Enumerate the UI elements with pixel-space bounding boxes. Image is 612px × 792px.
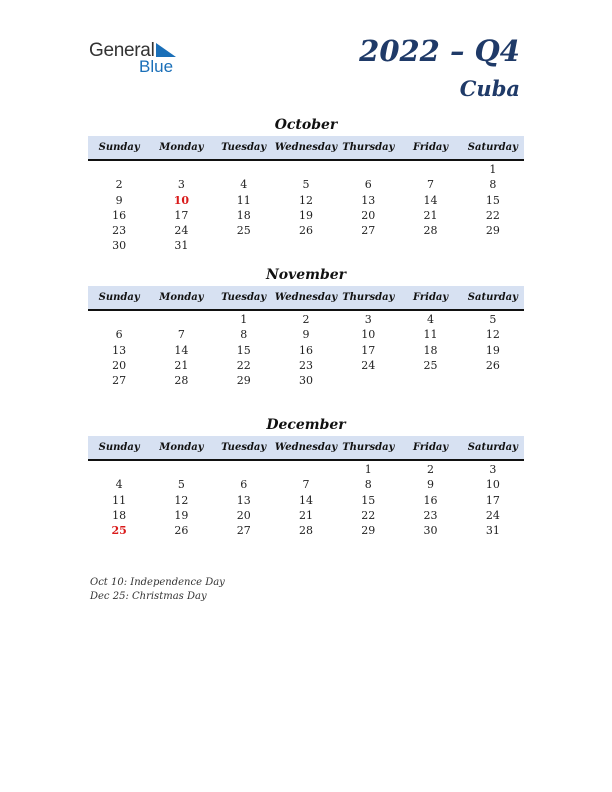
weeks-grid <box>88 161 524 254</box>
date-cell: 19 <box>298 208 313 222</box>
weekday-label: Friday <box>412 292 449 303</box>
week-row <box>88 223 524 238</box>
date-cell: 1 <box>364 463 372 476</box>
holiday-date-cell: 10 <box>173 193 190 207</box>
date-cell: 2 <box>427 463 435 476</box>
date-cell: 8 <box>489 178 497 192</box>
date-cell: 11 <box>112 493 127 507</box>
date-cell: 22 <box>361 508 376 522</box>
weekday-header <box>88 136 524 161</box>
date-cell: 22 <box>485 208 500 222</box>
date-cell: 13 <box>236 493 251 507</box>
date-cell: 14 <box>174 343 189 357</box>
weekday-label: Monday <box>159 442 204 453</box>
date-cell: 1 <box>240 313 248 326</box>
country-name: Cuba <box>459 76 520 101</box>
weekday-label: Tuesday <box>221 142 267 153</box>
date-cell: 25 <box>236 224 251 238</box>
weekday-label: Tuesday <box>221 442 267 453</box>
date-cell: 4 <box>427 313 435 326</box>
date-cell <box>213 462 275 477</box>
date-cell <box>337 238 399 253</box>
date-cell: 6 <box>240 478 248 492</box>
week-row <box>88 208 524 223</box>
date-cell: 9 <box>427 478 435 492</box>
holiday-date-cell: 25 <box>111 524 127 538</box>
date-cell: 7 <box>427 178 435 192</box>
weekday-label: Sunday <box>98 292 140 303</box>
date-cell <box>337 373 399 388</box>
weekday-label: Wednesday <box>274 142 338 153</box>
week-row <box>88 177 524 192</box>
weekday-label: Thursday <box>342 442 395 453</box>
date-cell: 1 <box>489 163 497 176</box>
date-cell: 24 <box>174 224 189 238</box>
weekday-label: Sunday <box>98 442 140 453</box>
date-cell: 10 <box>361 328 376 342</box>
date-cell: 28 <box>423 224 438 238</box>
date-cell <box>150 312 212 327</box>
page-title: 2022 – Q4 <box>359 34 520 68</box>
date-cell: 7 <box>177 328 185 342</box>
date-cell: 19 <box>174 508 189 522</box>
week-row <box>88 193 524 208</box>
date-cell: 2 <box>302 313 310 326</box>
date-cell: 26 <box>298 224 313 238</box>
date-cell: 16 <box>112 208 127 222</box>
date-cell: 8 <box>240 328 248 342</box>
date-cell: 4 <box>115 478 123 492</box>
date-cell: 27 <box>361 224 376 238</box>
week-row <box>88 508 524 523</box>
date-cell: 19 <box>485 343 500 357</box>
date-cell: 14 <box>423 193 438 207</box>
date-cell: 18 <box>112 508 127 522</box>
date-cell: 7 <box>302 478 310 492</box>
date-cell: 4 <box>240 178 248 192</box>
weekday-label: Friday <box>412 142 449 153</box>
date-cell: 8 <box>364 478 372 492</box>
date-cell: 24 <box>485 508 500 522</box>
date-cell: 22 <box>236 358 251 372</box>
date-cell: 3 <box>489 463 497 476</box>
date-cell: 16 <box>298 343 313 357</box>
month-name: December <box>266 417 346 433</box>
date-cell: 21 <box>298 508 313 522</box>
date-cell: 31 <box>174 239 189 253</box>
date-cell: 21 <box>174 358 189 372</box>
month-december <box>88 415 524 538</box>
generalblue-logo <box>89 40 189 76</box>
month-october <box>88 115 524 254</box>
date-cell: 28 <box>298 524 313 538</box>
date-cell: 29 <box>485 224 500 238</box>
date-cell: 23 <box>112 224 127 238</box>
date-cell: 12 <box>485 328 500 342</box>
date-cell: 17 <box>485 493 500 507</box>
date-cell: 18 <box>236 208 251 222</box>
weekday-header <box>88 286 524 311</box>
date-cell <box>337 162 399 177</box>
week-row <box>88 477 524 492</box>
date-cell <box>462 373 524 388</box>
week-row <box>88 373 524 388</box>
weekday-label: Friday <box>412 442 449 453</box>
weekday-label: Wednesday <box>274 442 338 453</box>
date-cell <box>399 162 461 177</box>
date-cell: 28 <box>174 374 189 388</box>
weekday-label: Monday <box>159 292 204 303</box>
date-cell: 6 <box>115 328 123 342</box>
date-cell: 27 <box>112 374 127 388</box>
date-cell <box>88 162 150 177</box>
date-cell <box>213 238 275 253</box>
date-cell: 13 <box>361 193 376 207</box>
date-cell <box>399 238 461 253</box>
date-cell <box>213 162 275 177</box>
date-cell: 14 <box>298 493 313 507</box>
date-cell: 20 <box>361 208 376 222</box>
date-cell: 2 <box>115 178 123 192</box>
holiday-note: Dec 25: Christmas Day <box>90 591 207 602</box>
date-cell: 17 <box>361 343 376 357</box>
weekday-label: Wednesday <box>274 292 338 303</box>
week-row <box>88 238 524 253</box>
date-cell: 5 <box>302 178 310 192</box>
weekday-label: Thursday <box>342 142 395 153</box>
date-cell <box>275 238 337 253</box>
week-row <box>88 523 524 538</box>
week-row <box>88 462 524 477</box>
weekday-label: Saturday <box>467 142 518 153</box>
date-cell: 15 <box>236 343 251 357</box>
weekday-label: Monday <box>159 142 204 153</box>
date-cell: 9 <box>302 328 310 342</box>
date-cell: 12 <box>298 193 313 207</box>
week-row <box>88 162 524 177</box>
date-cell <box>275 162 337 177</box>
weekday-label: Saturday <box>467 292 518 303</box>
date-cell: 9 <box>115 193 123 207</box>
date-cell: 10 <box>485 478 500 492</box>
weekday-label: Tuesday <box>221 292 267 303</box>
weekday-label: Sunday <box>98 142 140 153</box>
date-cell <box>462 238 524 253</box>
date-cell: 23 <box>423 508 438 522</box>
date-cell: 30 <box>298 374 313 388</box>
weekday-header <box>88 436 524 461</box>
date-cell: 30 <box>112 239 127 253</box>
weeks-grid <box>88 461 524 538</box>
date-cell: 3 <box>177 178 185 192</box>
holiday-note: Oct 10: Independence Day <box>90 577 225 588</box>
week-row <box>88 358 524 373</box>
date-cell: 21 <box>423 208 438 222</box>
date-cell: 18 <box>423 343 438 357</box>
date-cell: 6 <box>364 178 372 192</box>
date-cell: 15 <box>485 193 500 207</box>
date-cell: 26 <box>174 524 189 538</box>
date-cell: 23 <box>298 358 313 372</box>
date-cell: 12 <box>174 493 189 507</box>
week-row <box>88 327 524 342</box>
date-cell <box>150 462 212 477</box>
date-cell: 29 <box>361 524 376 538</box>
weekday-label: Saturday <box>467 442 518 453</box>
date-cell <box>275 462 337 477</box>
date-cell: 25 <box>423 358 438 372</box>
month-name: November <box>265 267 347 283</box>
date-cell: 17 <box>174 208 189 222</box>
date-cell: 31 <box>485 524 500 538</box>
week-row <box>88 343 524 358</box>
date-cell <box>88 462 150 477</box>
date-cell <box>150 162 212 177</box>
date-cell: 29 <box>236 374 251 388</box>
month-november <box>88 265 524 388</box>
date-cell: 16 <box>423 493 438 507</box>
date-cell: 30 <box>423 524 438 538</box>
week-row <box>88 312 524 327</box>
date-cell: 24 <box>361 358 376 372</box>
date-cell: 27 <box>236 524 251 538</box>
weeks-grid <box>88 311 524 388</box>
date-cell: 13 <box>112 343 127 357</box>
date-cell: 11 <box>423 328 438 342</box>
logo-triangle-icon <box>156 43 176 59</box>
date-cell: 20 <box>236 508 251 522</box>
date-cell: 5 <box>489 313 497 326</box>
date-cell: 15 <box>361 493 376 507</box>
date-cell: 11 <box>236 193 251 207</box>
logo-blue-text: Blue <box>139 57 174 76</box>
date-cell: 26 <box>485 358 500 372</box>
weekday-label: Thursday <box>342 292 395 303</box>
date-cell: 3 <box>364 313 372 326</box>
month-name: October <box>274 117 338 133</box>
logo-general-text: General <box>89 40 155 61</box>
week-row <box>88 493 524 508</box>
date-cell: 20 <box>112 358 127 372</box>
date-cell: 5 <box>177 478 185 492</box>
date-cell <box>88 312 150 327</box>
date-cell <box>399 373 461 388</box>
holiday-notes <box>90 576 225 604</box>
